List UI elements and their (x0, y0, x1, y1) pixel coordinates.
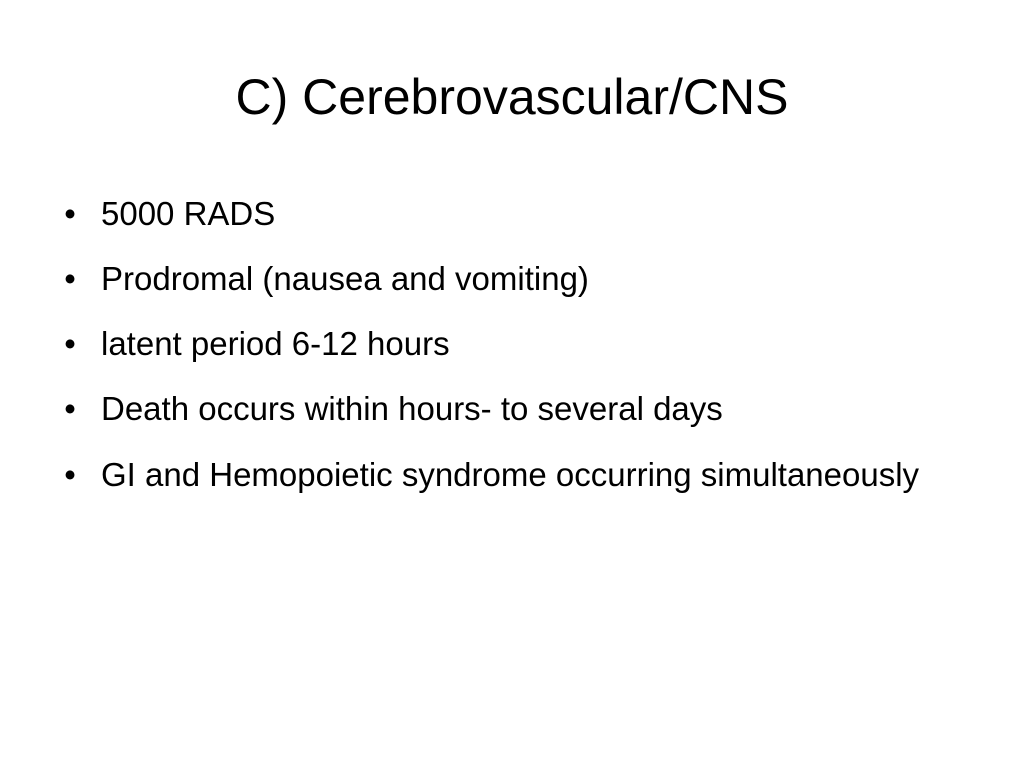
bullet-icon: • (64, 260, 76, 297)
bullet-text: Death occurs within hours- to several days (101, 390, 723, 427)
bullet-item-prodromal (60, 253, 960, 305)
bullet-icon: • (64, 390, 76, 427)
bullet-item-latent-period (60, 318, 960, 370)
bullet-text: latent period 6-12 hours (101, 325, 450, 362)
bullet-item-gi-hemopoietic (60, 448, 960, 501)
bullet-icon: • (64, 456, 76, 493)
bullet-text: 5000 RADS (101, 195, 276, 232)
slide-title: C) Cerebrovascular/CNS (235, 69, 789, 125)
bullet-item-rads (60, 188, 960, 240)
bullet-list (60, 188, 960, 514)
bullet-icon: • (64, 325, 76, 362)
bullet-icon: • (64, 195, 76, 232)
bullet-item-death (60, 383, 960, 435)
bullet-text: Prodromal (nausea and vomiting) (101, 260, 589, 297)
bullet-text: GI and Hemopoietic syndrome occurring simultaneously (101, 456, 920, 493)
